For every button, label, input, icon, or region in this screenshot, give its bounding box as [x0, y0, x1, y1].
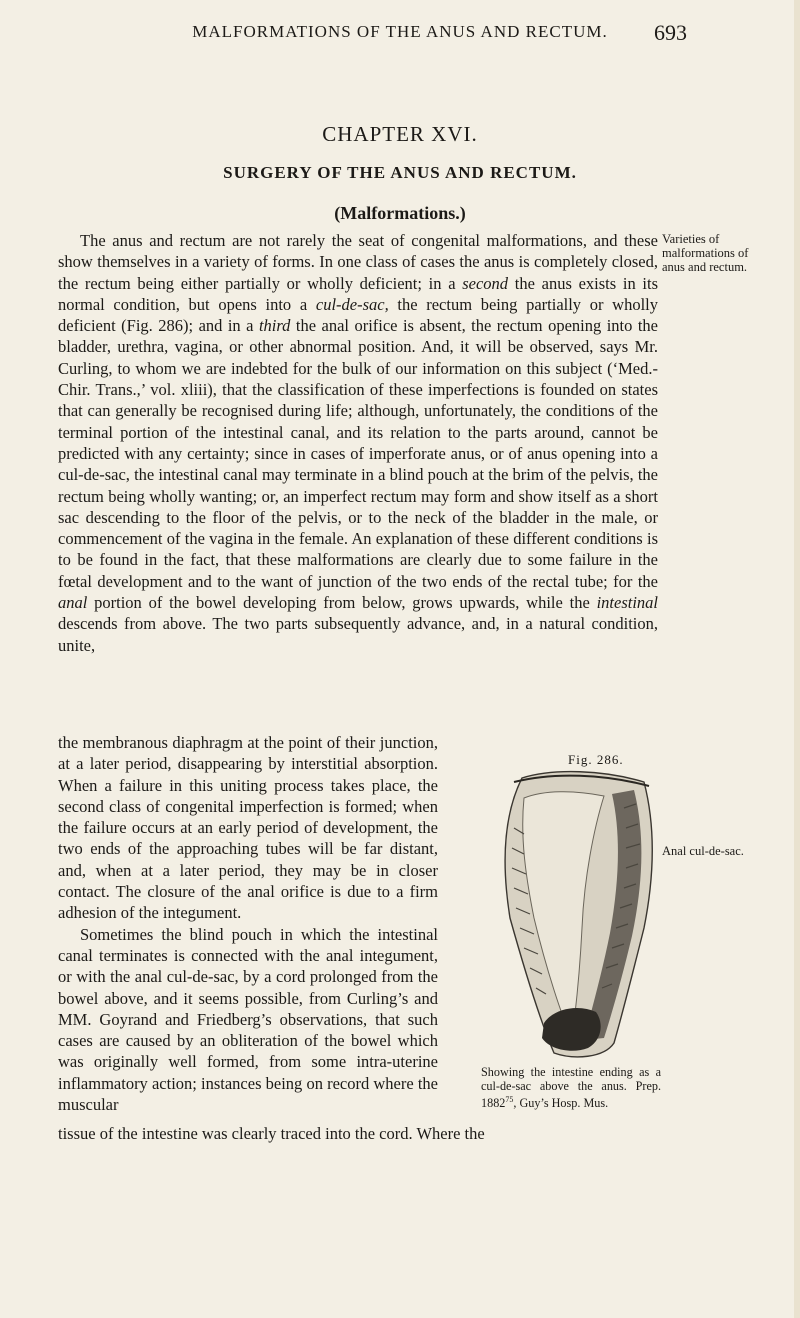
running-head: MALFORMATIONS OF THE ANUS AND RECTUM.	[192, 22, 608, 41]
paragraph-1-continued: the membranous diaphragm at the point of their junction, at a later period, disappearing by interstitial absorption. When a failure in this uniting process takes place, the second class of congenital imperfection is formed; when the failure occurs at an early period of development, the two ends of the approaching tubes will be far distant, and, when at a later period, they may be in closer contact. The closure of the anal orifice is due to a firm adhesion of the integument.	[58, 733, 438, 923]
page-number: 693	[654, 20, 687, 45]
margin-note-varieties: Varieties of malformations of anus and rectum.	[662, 232, 749, 274]
chapter-heading: CHAPTER XVI.	[322, 122, 478, 146]
paragraph-2: Sometimes the blind pouch in which the intestinal canal terminates is connected with the anal integument, or with the anal cul-de-sac, by a cord prolonged from the bowel above, and it seems possible, from Curling’s and MM. Goyrand and Friedberg’s observations, that such cases are caused by an obliteration of the bowel which was originally well formed, from some intra-uterine inflammatory action; instances being on record where the muscular	[58, 924, 438, 1115]
body-text-beside-figure	[58, 732, 438, 1115]
margin-note-anal-cul-de-sac: Anal cul-de-sac.	[662, 844, 744, 858]
figure-286-illustration	[484, 768, 664, 1063]
paragraph-1: The anus and rectum are not rarely the seat of congenital malformations, and these show themselves in a variety of forms. In one class of cases the anus is completely closed, the rectum being either partially or wholly deficient; in a second the anus exists in its normal condition, but opens into a cul-de-sac, the rectum being partially or wholly deficient (Fig. 286); and in a third the anal orifice is absent, the rectum opening into the bladder, urethra, vagina, or other abnormal position. And, it will be observed, says Mr. Curling, to whom we are indebted for the bulk of our information on this subject (‘Med.-Chir. Trans.,’ vol. xliii), that the classification of these imperfections is founded on states that can generally be recognised during life; although, unfortunately, the conditions of the terminal portion of the intestinal canal, and its relation to the parts around, cannot be predicted with any certainty; since in cases of imperforate anus, or of anus opening into a cul-de-sac, the intestinal canal may terminate in a blind pouch at the brim of the pelvis, the rectum being wholly wanting; or, an imperfect rectum may form and show itself as a short sac descending to the floor of the pelvis, or to the neck of the bladder in the male, or commencement of the vagina in the female. An explanation of these different conditions is to be found in the fact, that these malformations are clearly due to some failure in the fœtal development and to the want of junction of the two ends of the rectal tube; for the anal portion of the bowel developing from below, grows upwards, while the intestinal descends from above. The two parts subsequently advance, and, in a natural condition, unite,	[58, 231, 659, 655]
body-text-upper	[58, 230, 658, 656]
body-text-lower: tissue of the intestine was clearly traced into the cord. Where the	[58, 1124, 485, 1143]
chapter-title: SURGERY OF THE ANUS AND RECTUM.	[223, 163, 577, 182]
chapter-subtitle: (Malformations.)	[334, 203, 466, 223]
figure-caption: Showing the intestine ending as a cul-de-sac above the anus. Prep. 1882$^{75}$, Guy’s Hosp. Mus.	[481, 1065, 661, 1111]
page-edge	[794, 0, 800, 1318]
figure-label: Fig. 286.	[568, 752, 624, 767]
